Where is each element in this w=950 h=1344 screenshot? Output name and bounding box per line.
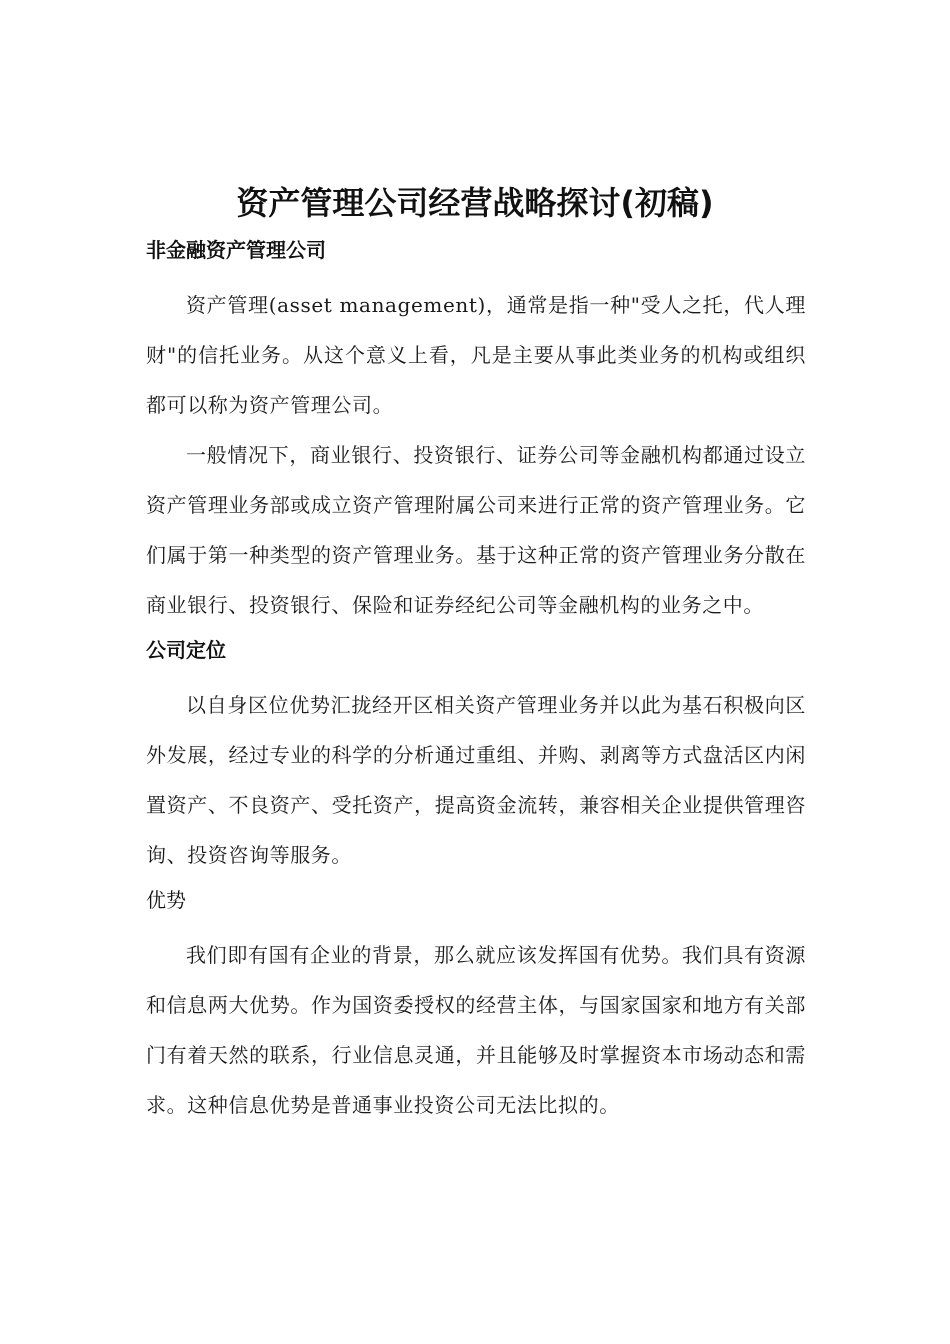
paragraph: 以自身区位优势汇拢经开区相关资产管理业务并以此为基石积极向区外发展，经过专业的科学的分析通过重组、并购、剥离等方式盘活区内闲置资产、不良资产、受托资产，提高资金流转，兼容相关企业提供管理咨询、投资咨询等服务。: [146, 693, 806, 867]
document-title: 资产管理公司经营战略探讨(初稿): [236, 184, 714, 222]
section-heading: 优势: [146, 888, 186, 912]
document-body: [146, 230, 806, 1130]
paragraph: 我们即有国有企业的背景，那么就应该发挥国有优势。我们具有资源和信息两大优势。作为国资委授权的经营主体，与国家国家和地方有关部门有着天然的联系，行业信息灵通，并且能够及时掌握资本市场动态和需求。这种信息优势是普通事业投资公司无法比拟的。: [146, 943, 806, 1117]
section-company-positioning: [146, 630, 806, 880]
paragraph: 一般情况下，商业银行、投资银行、证券公司等金融机构都通过设立资产管理业务部或成立资产管理附属公司来进行正常的资产管理业务。它们属于第一种类型的资产管理业务。基于这种正常的资产管理业务分散在商业银行、投资银行、保险和证券经纪公司等金融机构的业务之中。: [146, 443, 806, 617]
paragraph: 资产管理(asset management)，通常是指一种"受人之托，代人理财"的信托业务。从这个意义上看，凡是主要从事此类业务的机构或组织都可以称为资产管理公司。: [146, 293, 806, 417]
section-non-financial-amc: [146, 230, 806, 630]
section-heading: 公司定位: [146, 638, 226, 662]
section-advantages: [146, 880, 806, 1130]
section-heading: 非金融资产管理公司: [146, 238, 326, 262]
